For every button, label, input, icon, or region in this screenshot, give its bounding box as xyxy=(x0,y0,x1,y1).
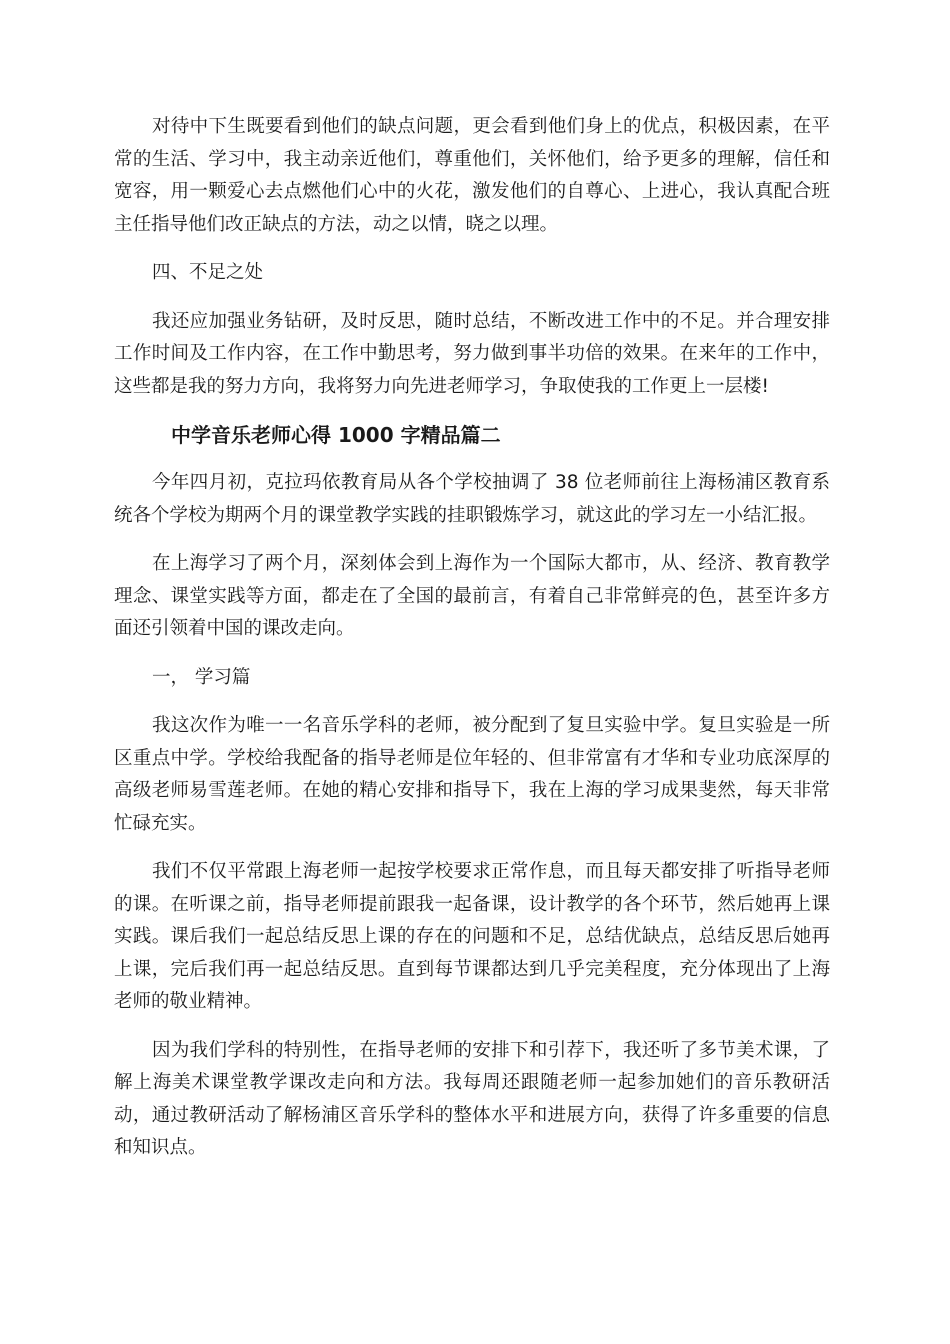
document-page xyxy=(114,111,830,1181)
paragraph-shortcomings: 我还应加强业务钻研，及时反思，随时总结，不断改进工作中的不足。并合理安排工作时间及工作内容，在工作中勤思考，努力做到事半功倍的效果。在来年的工作中，这些都是我的努力方向，我将努力向先进老师学习，争取使我的工作更上一层楼! xyxy=(114,310,830,397)
article-title-part-two: 中学音乐老师心得 1000 字精品篇二 xyxy=(171,423,501,447)
paragraph-intro: 今年四月初，克拉玛依教育局从各个学校抽调了 38 位老师前往上海杨浦区教育系统各个学校为期两个月的课堂教学实践的挂职锻炼学习，就这此的学习左一小结汇报。 xyxy=(114,472,830,526)
paragraph-daily-routine: 我们不仅平常跟上海老师一起按学校要求正常作息，而且每天都安排了听指导老师的课。在听课之前，指导老师提前跟我一起备课，设计教学的各个环节，然后她再上课实践。课后我们一起总结反思上课的存在的问题和不足，总结优缺点，总结反思后她再上课，完后我们再一起总结反思。直到每节课都达到几乎完美程度，充分体现出了上海老师的敬业精神。 xyxy=(114,861,830,1012)
paragraph-shanghai-impression: 在上海学习了两个月，深刻体会到上海作为一个国际大都市，从、经济、教育教学理念、课堂实践等方面，都走在了全国的最前言，有着自己非常鲜亮的色，甚至许多方面还引领着中国的课改走向。 xyxy=(114,553,830,639)
paragraph-assignment: 我这次作为唯一一名音乐学科的老师，被分配到了复旦实验中学。复旦实验是一所区重点中学。学校给我配备的指导老师是位年轻的、但非常富有才华和专业功底深厚的高级老师易雪莲老师。在她的精心安排和指导下，我在上海的学习成果斐然，每天非常忙碌充实。 xyxy=(114,715,830,834)
section-heading-shortcomings: 四、不足之处 xyxy=(152,262,264,283)
paragraph-treat-students: 对待中下生既要看到他们的缺点问题，更会看到他们身上的优点，积极因素，在平常的生活、学习中，我主动亲近他们，尊重他们，关怀他们，给予更多的理解，信任和宽容，用一颗爱心去点燃他们心中的火花，激发他们的自尊心、上进心，我认真配合班主任指导他们改正缺点的方法，动之以情，晓之以理。 xyxy=(114,116,830,235)
paragraph-art-lessons: 因为我们学科的特别性，在指导老师的安排下和引荐下，我还听了多节美术课，了解上海美术课堂教学课改走向和方法。我每周还跟随老师一起参加她们的音乐教研活动，通过教研活动了解杨浦区音乐学科的整体水平和进展方向，获得了许多重要的信息和知识点。 xyxy=(114,1039,830,1158)
section-heading-study: 一， 学习篇 xyxy=(152,666,251,688)
